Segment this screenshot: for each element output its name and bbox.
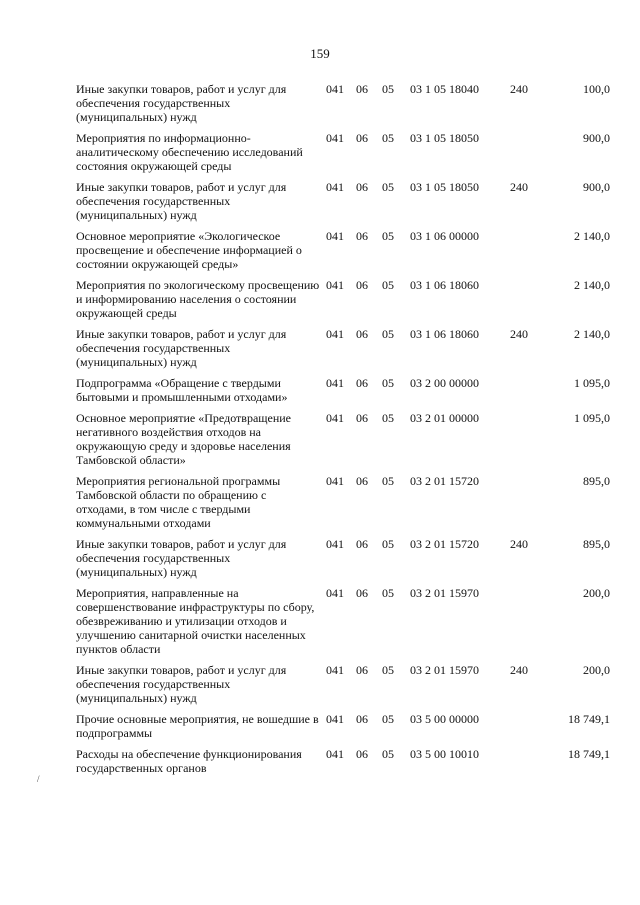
row-name: Иные закупки товаров, работ и услуг для обеспечения государственных (муниципальных) нужд — [76, 82, 287, 124]
row-subsection-code: 05 — [382, 474, 394, 488]
row-grbs-code: 041 — [326, 327, 344, 341]
row-section-code: 06 — [356, 712, 368, 726]
row-name: Мероприятия региональной программы Тамбовской области по обращению с отходами, в том числе с твердыми коммунальными отходами — [76, 474, 281, 530]
row-grbs-code: 041 — [326, 180, 344, 194]
table-row — [76, 474, 610, 537]
row-expense-type-code: 240 — [510, 180, 528, 194]
row-amount: 900,0 — [583, 131, 610, 145]
row-subsection-code: 05 — [382, 180, 394, 194]
table-row — [76, 586, 610, 663]
row-amount: 895,0 — [583, 474, 610, 488]
row-subsection-code: 05 — [382, 82, 394, 96]
row-expense-type-code: 240 — [510, 327, 528, 341]
row-name: Иные закупки товаров, работ и услуг для обеспечения государственных (муниципальных) нужд — [76, 180, 287, 222]
row-subsection-code: 05 — [382, 411, 394, 425]
row-section-code: 06 — [356, 180, 368, 194]
row-name: Иные закупки товаров, работ и услуг для обеспечения государственных (муниципальных) нужд — [76, 327, 287, 369]
row-grbs-code: 041 — [326, 376, 344, 390]
row-grbs-code: 041 — [326, 474, 344, 488]
row-subsection-code: 05 — [382, 376, 394, 390]
row-target-article-code: 03 1 06 00000 — [410, 229, 479, 243]
row-name: Мероприятия по информационно-аналитическому обеспечению исследований состояния окружающей среды — [76, 131, 303, 173]
row-grbs-code: 041 — [326, 663, 344, 677]
margin-mark: / — [37, 774, 40, 784]
row-name: Мероприятия, направленные на совершенствование инфраструктуры по сбору, обезвреживанию и утилизации отходов и улучшению санитарной очистки населенных пунктов области — [76, 586, 315, 656]
row-expense-type-code: 240 — [510, 82, 528, 96]
table-row — [76, 278, 610, 327]
row-expense-type-code — [510, 278, 546, 327]
row-amount: 200,0 — [583, 663, 610, 677]
row-name: Основное мероприятие «Предотвращение негативного воздействия отходов на окружающую среду и здоровье населения Тамбовской области» — [76, 411, 292, 467]
row-target-article-code: 03 2 01 00000 — [410, 411, 479, 425]
row-section-code: 06 — [356, 229, 368, 243]
row-target-article-code: 03 1 05 18040 — [410, 82, 479, 96]
row-amount: 200,0 — [583, 586, 610, 600]
row-grbs-code: 041 — [326, 278, 344, 292]
row-amount: 100,0 — [583, 82, 610, 96]
row-amount: 1 095,0 — [574, 376, 610, 390]
budget-table — [76, 82, 610, 782]
row-amount: 2 140,0 — [574, 229, 610, 243]
table-row — [76, 411, 610, 474]
row-grbs-code: 041 — [326, 411, 344, 425]
row-subsection-code: 05 — [382, 712, 394, 726]
row-section-code: 06 — [356, 278, 368, 292]
row-subsection-code: 05 — [382, 229, 394, 243]
row-name: Иные закупки товаров, работ и услуг для обеспечения государственных (муниципальных) нужд — [76, 537, 287, 579]
row-grbs-code: 041 — [326, 82, 344, 96]
row-name: Подпрограмма «Обращение с твердыми бытовыми и промышленными отходами» — [76, 376, 288, 404]
row-section-code: 06 — [356, 586, 368, 600]
row-subsection-code: 05 — [382, 537, 394, 551]
row-amount: 1 095,0 — [574, 411, 610, 425]
row-expense-type-code — [510, 376, 546, 411]
row-expense-type-code: 240 — [510, 537, 528, 551]
row-target-article-code: 03 1 05 18050 — [410, 180, 479, 194]
row-name: Расходы на обеспечение функционирования государственных органов — [76, 747, 302, 775]
row-target-article-code: 03 2 01 15970 — [410, 663, 479, 677]
table-row — [76, 747, 610, 782]
row-name: Мероприятия по экологическому просвещению и информированию населения о состоянии окружающей среды — [76, 278, 320, 320]
row-expense-type-code — [510, 411, 546, 474]
table-row — [76, 82, 610, 131]
row-subsection-code: 05 — [382, 327, 394, 341]
row-target-article-code: 03 2 01 15970 — [410, 586, 479, 600]
row-section-code: 06 — [356, 537, 368, 551]
row-grbs-code: 041 — [326, 131, 344, 145]
row-amount: 900,0 — [583, 180, 610, 194]
row-name: Иные закупки товаров, работ и услуг для обеспечения государственных (муниципальных) нужд — [76, 663, 287, 705]
row-section-code: 06 — [356, 131, 368, 145]
row-section-code: 06 — [356, 327, 368, 341]
row-amount: 895,0 — [583, 537, 610, 551]
row-amount: 18 749,1 — [568, 712, 610, 726]
row-expense-type-code — [510, 131, 546, 180]
row-section-code: 06 — [356, 376, 368, 390]
row-subsection-code: 05 — [382, 663, 394, 677]
row-section-code: 06 — [356, 747, 368, 761]
row-amount: 18 749,1 — [568, 747, 610, 761]
row-subsection-code: 05 — [382, 278, 394, 292]
row-subsection-code: 05 — [382, 747, 394, 761]
row-section-code: 06 — [356, 411, 368, 425]
table-row — [76, 712, 610, 747]
row-grbs-code: 041 — [326, 586, 344, 600]
row-grbs-code: 041 — [326, 537, 344, 551]
table-row — [76, 180, 610, 229]
row-target-article-code: 03 2 00 00000 — [410, 376, 479, 390]
table-row — [76, 229, 610, 278]
row-expense-type-code — [510, 747, 546, 782]
table-row — [76, 327, 610, 376]
row-amount: 2 140,0 — [574, 327, 610, 341]
row-expense-type-code — [510, 586, 546, 663]
row-target-article-code: 03 1 05 18050 — [410, 131, 479, 145]
row-section-code: 06 — [356, 82, 368, 96]
row-grbs-code: 041 — [326, 712, 344, 726]
row-section-code: 06 — [356, 663, 368, 677]
row-name: Прочие основные мероприятия, не вошедшие в подпрограммы — [76, 712, 319, 740]
row-name: Основное мероприятие «Экологическое просвещение и обеспечение информацией о состоянии окружающей среды» — [76, 229, 302, 271]
row-target-article-code: 03 2 01 15720 — [410, 537, 479, 551]
page-number: 159 — [310, 46, 330, 61]
row-target-article-code: 03 5 00 10010 — [410, 747, 479, 761]
row-target-article-code: 03 1 06 18060 — [410, 327, 479, 341]
table-row — [76, 663, 610, 712]
row-grbs-code: 041 — [326, 747, 344, 761]
row-expense-type-code — [510, 474, 546, 537]
row-expense-type-code: 240 — [510, 663, 528, 677]
row-expense-type-code — [510, 712, 546, 747]
table-row — [76, 376, 610, 411]
table-row — [76, 537, 610, 586]
row-subsection-code: 05 — [382, 586, 394, 600]
row-expense-type-code — [510, 229, 546, 278]
row-target-article-code: 03 5 00 00000 — [410, 712, 479, 726]
row-subsection-code: 05 — [382, 131, 394, 145]
row-target-article-code: 03 1 06 18060 — [410, 278, 479, 292]
row-section-code: 06 — [356, 474, 368, 488]
row-target-article-code: 03 2 01 15720 — [410, 474, 479, 488]
row-grbs-code: 041 — [326, 229, 344, 243]
row-amount: 2 140,0 — [574, 278, 610, 292]
table-row — [76, 131, 610, 180]
budget-table-body — [76, 82, 610, 782]
